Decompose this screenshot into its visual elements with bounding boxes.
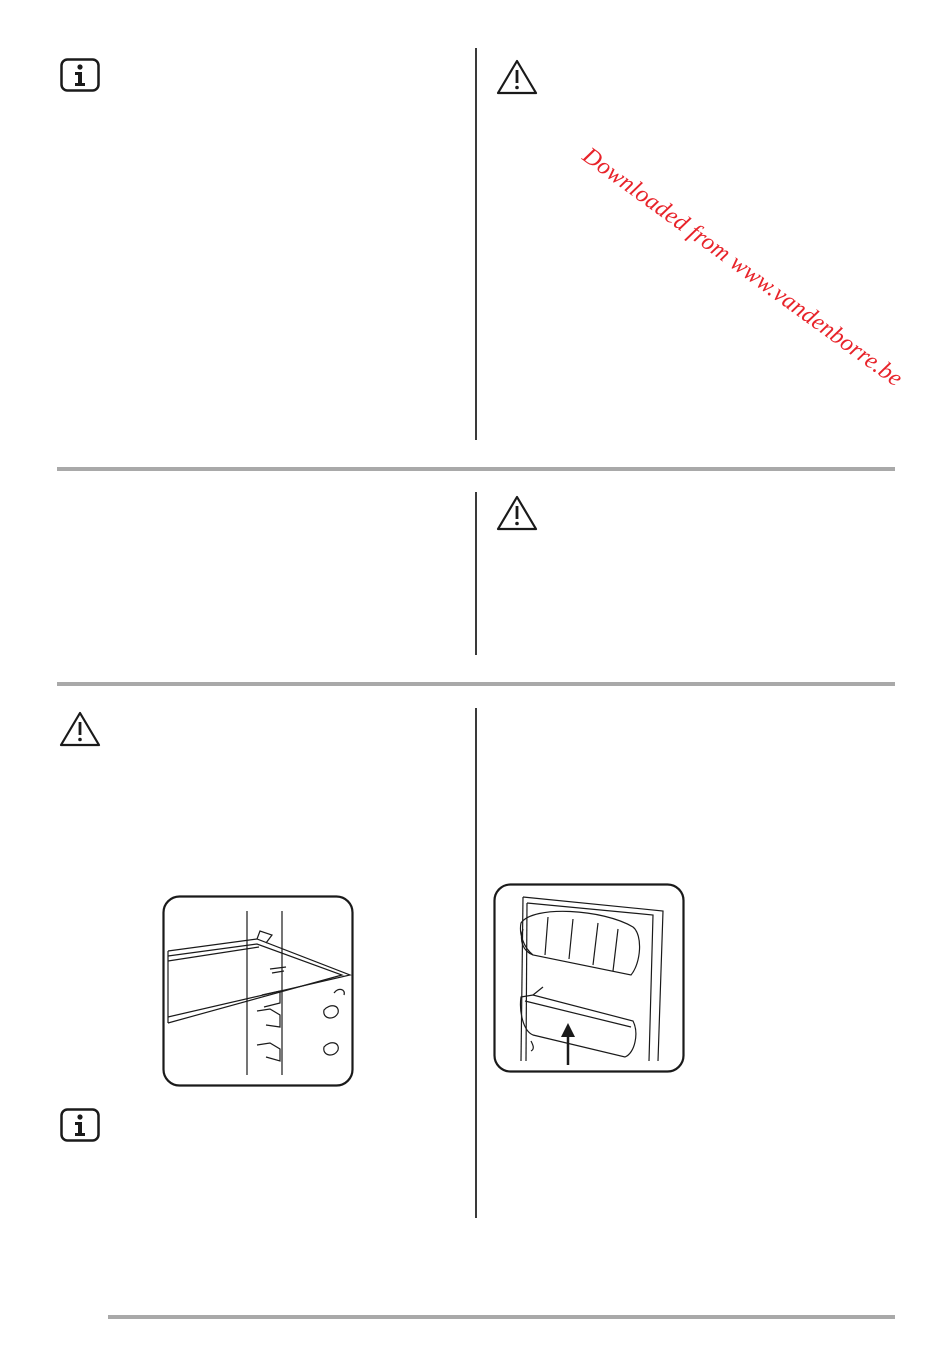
section-rule bbox=[57, 682, 895, 686]
footer-rule bbox=[108, 1315, 895, 1319]
column-divider bbox=[475, 492, 477, 655]
watermark-text: Downloaded from www.vandenborre.be bbox=[577, 142, 908, 393]
shelf-support-illustration bbox=[162, 895, 354, 1087]
warning-icon bbox=[58, 710, 102, 748]
info-icon bbox=[60, 58, 100, 92]
warning-icon bbox=[495, 494, 539, 532]
column-divider bbox=[475, 708, 477, 1218]
column-divider bbox=[475, 48, 477, 440]
section-rule bbox=[57, 467, 895, 471]
warning-icon bbox=[495, 58, 539, 96]
door-balcony-illustration bbox=[493, 883, 685, 1073]
info-icon bbox=[60, 1108, 100, 1142]
